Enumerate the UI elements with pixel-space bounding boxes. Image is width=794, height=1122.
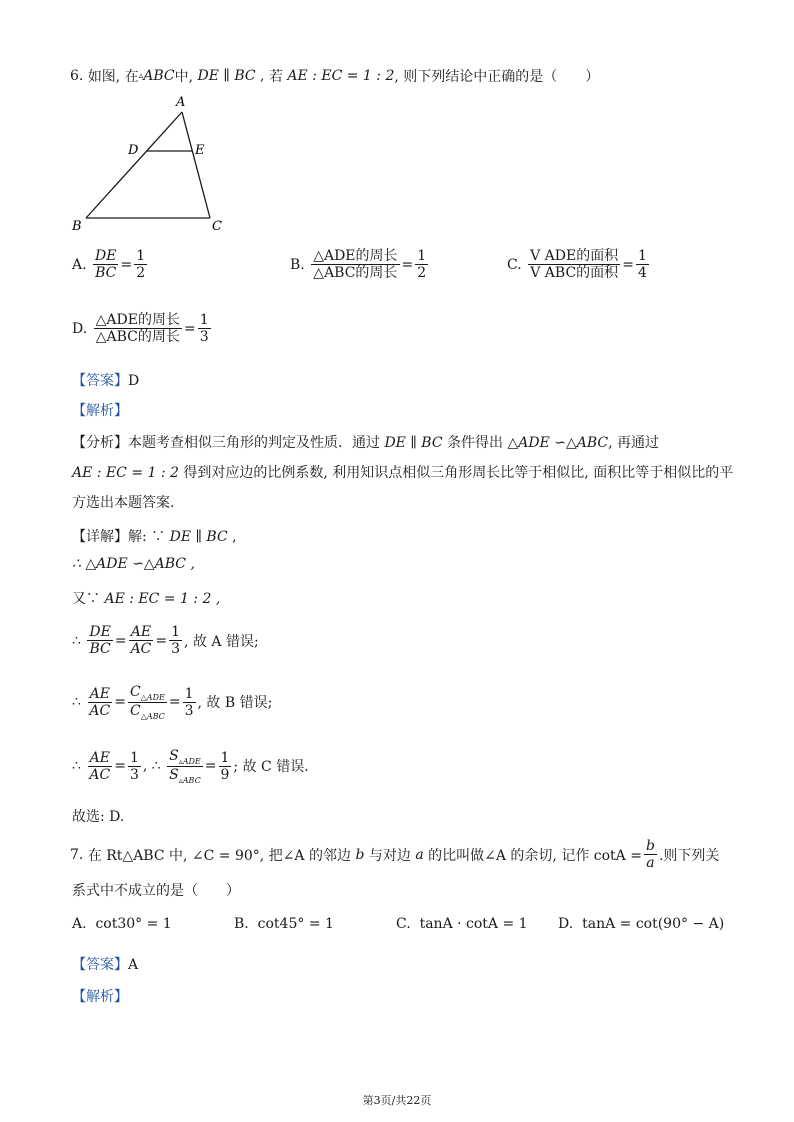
q7-answer: 【答案】A (72, 957, 139, 973)
q6-detail-line1: 【详解】解: ∵ DE ∥ BC , (72, 529, 237, 545)
label-c: C (212, 219, 222, 234)
q7-stem-line2: 系式中不成立的是（ ） (72, 883, 240, 899)
q6-stem: 6. 如图, 在 ▵ ABC 中, DE ∥ BC , 若 AE : EC = 1 : 2 , 则下列结论中正确的是（ ） (70, 68, 600, 85)
q7-option-d: D. tanA = cot(90° − A) (558, 916, 725, 932)
q6-detail-line3: 又∵ AE : EC = 1 : 2 , (72, 591, 221, 607)
q7-option-b: B. cot45° = 1 (234, 916, 334, 932)
q6-fenxi-line2: AE : EC = 1 : 2 得到对应边的比例系数, 利用知识点相似三角形周长比等于相似比, 面积比等于相似比的平 (72, 465, 734, 481)
page-footer: 第3页/共22页 (362, 1094, 432, 1107)
q6-fenxi-line1: 【分析】本题考查相似三角形的判定及性质．通过 DE ∥ BC 条件得出 △ADE ∽△ABC, 再通过 (72, 435, 659, 451)
q6-fenxi-line3: 方选出本题答案. (72, 495, 175, 511)
q7-analysis-tag: 【解析】 (72, 989, 128, 1005)
label-e: E (195, 143, 205, 158)
q6-option-d: D. $\frac{\text{△ADE的周长}}{\text{△ABC的周长}}$ = $\frac{1}{3}$ (72, 312, 209, 346)
q6-step-a: ∴ $\frac{DE}{BC}$ = $\frac{AE}{AC}$ = $\frac{1}{3}$ , 故 A 错误; (72, 624, 259, 658)
q7-option-a: A. cot30° = 1 (72, 916, 172, 932)
label-a: A (176, 95, 186, 110)
q6-answer: 【答案】D (72, 373, 140, 389)
q6-step-c: ∴ $\frac{AE}{AC}$ = $\frac{1}{3}$ , ∴ $\frac{S_{▵ADE}}{S_{▵ABC}}$ = $\frac{1}{9}$ ; 故 C 错误. (72, 748, 309, 785)
q7-number: 7. (70, 846, 84, 863)
q7-option-c: C. tanA · cotA = 1 (396, 916, 528, 932)
q6-option-b: B. $\frac{\text{△ADE的周长}}{\text{△ABC的周长}}$ = $\frac{1}{2}$ (290, 248, 427, 282)
label-b: B (72, 219, 82, 234)
triangle-figure (60, 92, 240, 237)
q6-option-c: C. $\frac{\text{V ADE的面积}}{\text{V ABC的面积}}$ = $\frac{1}{4}$ (507, 248, 647, 282)
label-d: D (128, 143, 139, 158)
side-ac (182, 112, 210, 218)
q6-detail-line2: ∴ △ADE ∽△ABC , (72, 556, 195, 572)
side-ab (86, 112, 182, 218)
q6-analysis-tag: 【解析】 (72, 403, 128, 419)
q6-step-b: ∴ $\frac{AE}{AC}$ = $\frac{C_{\triangle ADE}}{C_{\triangle ABC}}$ = $\frac{1}{3}$ , 故 B 错误; (72, 684, 273, 721)
q6-option-a: A. $\frac{DE}{BC}$ = $\frac{1}{2}$ (72, 248, 146, 282)
q7-stem: 7. 在 Rt△ABC 中, ∠C = 90°, 把∠A 的邻边 b 与对边 a 的比叫做∠A 的余切, 记作 cotA = $\frac{b}{a}$ .则下列关 (70, 838, 720, 872)
q6-number: 6. (70, 68, 84, 84)
q6-choose: 故选: D. (72, 809, 125, 825)
